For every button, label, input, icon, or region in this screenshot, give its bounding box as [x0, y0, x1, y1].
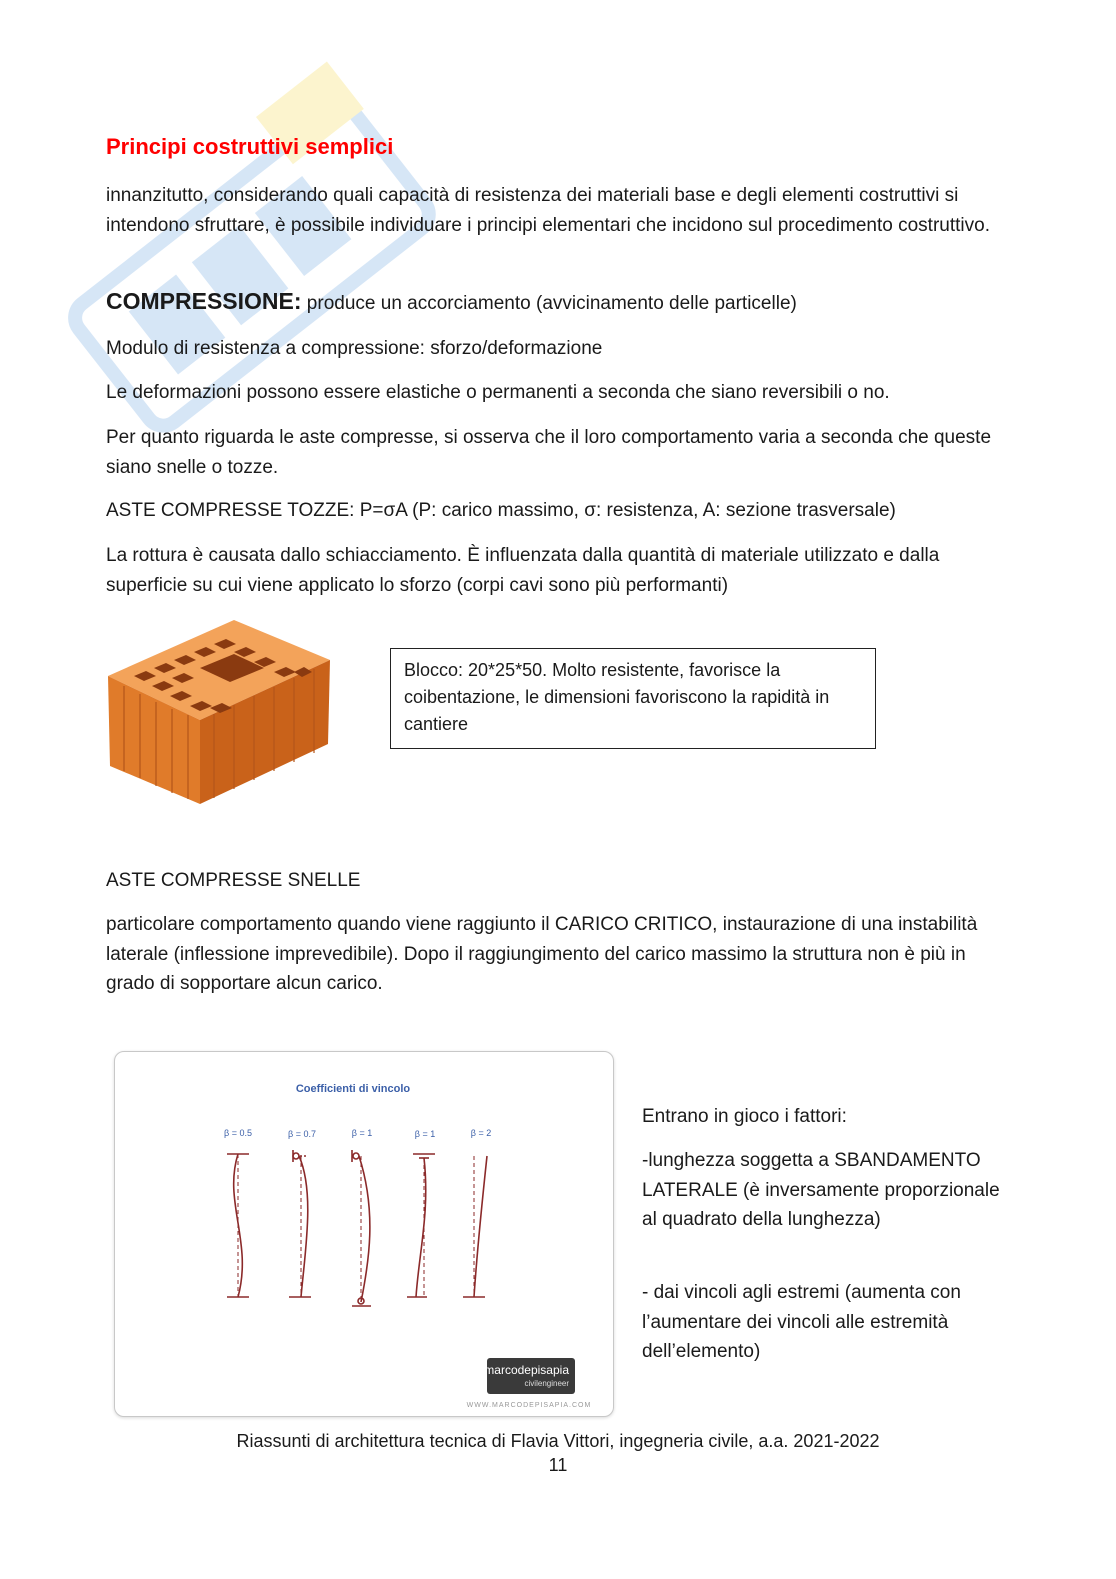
aste-intro-paragraph: Per quanto riguarda le aste compresse, si osserva che il loro comportamento varia a seconda che queste siano snelle o tozze.	[106, 427, 992, 478]
buckling-diagram	[115, 1052, 615, 1418]
page-number: 11	[548, 1455, 568, 1475]
section-heading: Principi costruttivi semplici	[106, 134, 394, 159]
beta-label: β = 0.7	[288, 1129, 316, 1139]
snelle-paragraph: particolare comportamento quando viene raggiunto il CARICO CRITICO, instaurazione di una instabilità laterale (inflessione imprevedibile). Dopo il raggiungimento del carico massimo la struttura non è più in grado di sopportare alcun carico.	[106, 914, 978, 994]
tozze-formula: ASTE COMPRESSE TOZZE: P=σA (P: carico massimo, σ: resistenza, A: sezione trasversale)	[106, 500, 896, 521]
figure-title: Coefficienti di vincolo	[295, 1083, 411, 1095]
intro-paragraph: innanzitutto, considerando quali capacità di resistenza dei materiali base e degli elementi costruttivi si intendono sfruttare, è possibile individuare i principi elementari che incidono sul procedimento costruttivo.	[106, 185, 990, 236]
beta-label: β = 2	[470, 1128, 492, 1138]
blocco-note-box: Blocco: 20*25*50. Molto resistente, favorisce la coibentazione, le dimensioni favoriscono la rapidità in cantiere	[390, 648, 876, 749]
beta-label: β = 1	[414, 1129, 436, 1139]
logo-sub-text: civilengineer	[524, 1379, 569, 1388]
logo-main-text: marcodepisapia	[484, 1363, 569, 1377]
modulo-paragraph: Modulo di resistenza a compressione: sforzo/deformazione	[106, 338, 603, 359]
snelle-title: ASTE COMPRESSE SNELLE	[106, 870, 361, 891]
side-point-2: - dai vincoli agli estremi (aumenta con l’aumentare dei vincoli alle estremità dell’elemento)	[642, 1282, 961, 1362]
compressione-paragraph	[106, 287, 996, 319]
footer-text: Riassunti di architettura tecnica di Flavia Vittori, ingegneria civile, a.a. 2021-2022	[236, 1431, 880, 1451]
side-intro: Entrano in gioco i fattori:	[642, 1106, 847, 1127]
side-point-1: -lunghezza soggetta a SBANDAMENTO LATERALE (è inversamente proporzionale al quadrato della lunghezza)	[642, 1150, 1000, 1230]
rottura-paragraph: La rottura è causata dallo schiacciamento. È influenzata dalla quantità di materiale utilizzato e dalla superficie su cui viene applicato lo sforzo (corpi cavi sono più performanti)	[106, 545, 940, 596]
beta-label: β = 0.5	[224, 1128, 252, 1138]
compressione-label: COMPRESSIONE:	[106, 288, 302, 314]
figure-url: WWW.MARCODEPISAPIA.COM	[466, 1402, 592, 1409]
beta-label: β = 1	[351, 1128, 373, 1138]
coefficienti-vincolo-figure	[114, 1051, 614, 1417]
compressione-text: produce un accorciamento (avvicinamento delle particelle)	[301, 293, 797, 314]
deformazioni-paragraph: Le deformazioni possono essere elastiche o permanenti a seconda che siano reversibili o no.	[106, 382, 890, 403]
brick-block-image	[104, 616, 334, 808]
